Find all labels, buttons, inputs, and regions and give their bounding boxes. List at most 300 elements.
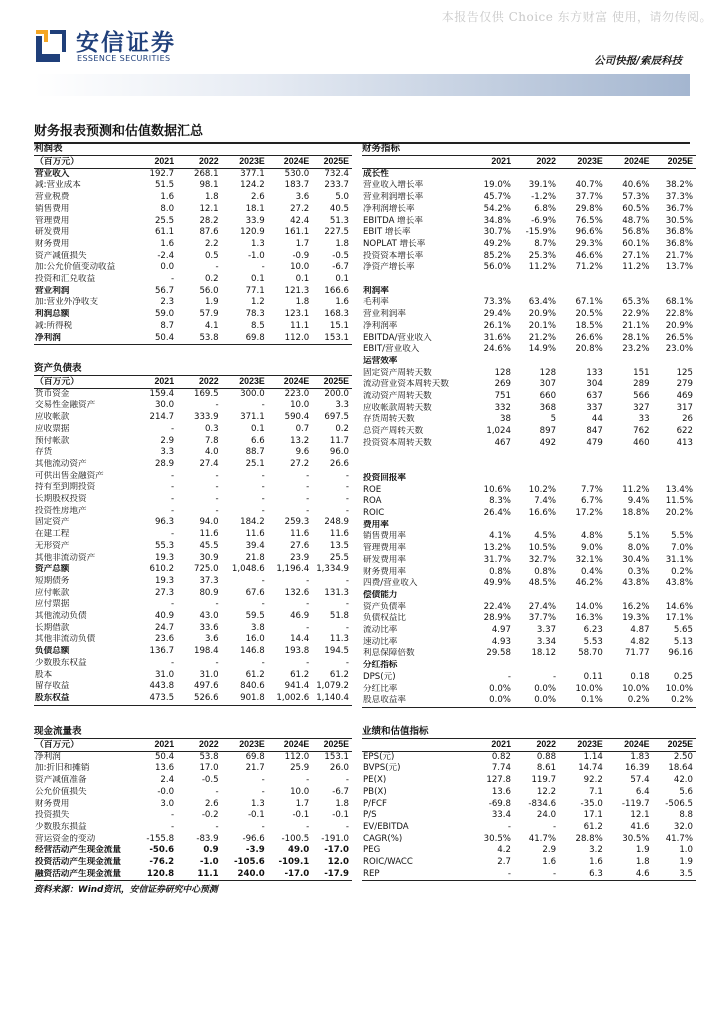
value-cell: 0.3 [204, 423, 219, 434]
value-cell [653, 286, 696, 298]
value-cell: 10.0% [575, 683, 603, 694]
header-year-cell: 2023E [222, 156, 268, 168]
table-row [34, 634, 352, 646]
value-cell: -506.5 [665, 798, 693, 809]
value-cell: - [170, 494, 175, 505]
value-cell: 13.2 [290, 435, 310, 446]
header-unit-cell: （百万元） [34, 376, 133, 388]
value-cell: -35.0 [580, 798, 603, 809]
value-cell: 13.5 [329, 540, 349, 551]
row-label: 总资产周转天数 [363, 426, 424, 437]
value-cell: 49.2% [483, 238, 511, 249]
value-cell: 120.8 [133, 869, 178, 881]
value-cell: 133 [586, 367, 603, 378]
value-cell [606, 660, 653, 672]
value-cell: - [345, 482, 349, 493]
value-cell: 530.0 [284, 168, 310, 179]
row-label: 固定资产周转天数 [363, 367, 432, 378]
value-cell: 2.7 [497, 857, 511, 868]
value-cell: 45.5 [199, 540, 219, 551]
value-cell: 78.3 [245, 309, 265, 320]
row-label: 短期债务 [35, 575, 70, 586]
value-cell: -15.9% [525, 227, 557, 238]
header-year-cell: 2024E [268, 156, 313, 168]
value-cell: 214.7 [149, 412, 175, 423]
header-year-cell: 2021 [466, 156, 514, 168]
row-label: 财务费用 [35, 798, 70, 809]
value-cell: 198.4 [194, 646, 219, 657]
value-cell: 7.1 [589, 786, 603, 797]
value-cell: 22.4% [483, 601, 511, 612]
value-cell [606, 590, 653, 602]
value-cell: - [261, 775, 265, 786]
value-cell: 1.6 [542, 857, 557, 868]
value-cell: 23.0% [665, 344, 693, 355]
cash-flow-section [34, 725, 352, 881]
row-label: 加:公允价值变动收益 [35, 262, 116, 273]
value-cell: - [170, 657, 175, 668]
value-cell: 0.2% [671, 566, 693, 577]
value-cell: 9.0% [580, 543, 603, 554]
value-cell: 50.4 [133, 333, 178, 345]
row-label: REP [362, 869, 466, 881]
row-label: 运营效率 [363, 355, 398, 366]
table-row [34, 681, 352, 693]
value-cell: 21.7% [665, 250, 693, 261]
value-cell [514, 286, 559, 298]
header-year-cell: 2022 [177, 376, 222, 388]
row-label: 流动营业资本周转天数 [363, 379, 449, 390]
table-row [362, 414, 696, 426]
value-cell: 11.6 [329, 529, 349, 540]
value-cell: - [306, 482, 310, 493]
value-cell: 33.4 [491, 810, 511, 821]
cash-flow-table [34, 739, 352, 881]
value-cell: 23.6 [154, 634, 175, 645]
table-row [34, 216, 352, 228]
value-cell: 40.6% [622, 180, 650, 191]
value-cell: 637 [586, 391, 603, 402]
value-cell: 169.5 [194, 388, 219, 399]
value-cell: 30.5% [483, 833, 511, 844]
value-cell: 4.1% [489, 531, 511, 542]
value-cell: - [170, 470, 175, 481]
value-cell: 27.4% [528, 601, 557, 612]
value-cell: 10.0 [290, 262, 310, 273]
value-cell: - [507, 821, 511, 832]
header-unit-cell: （百万元） [34, 156, 133, 168]
header-year-cell: 2021 [133, 156, 178, 168]
table-row [362, 286, 696, 298]
header-year-cell: 2024E [268, 739, 313, 751]
value-cell [514, 473, 559, 485]
row-label: EBITDA/营业收入 [363, 332, 432, 343]
value-cell: 14.6% [665, 601, 693, 612]
value-cell: 28.2 [199, 215, 219, 226]
row-label: 资产负债率 [363, 601, 406, 612]
value-cell [514, 520, 559, 532]
value-cell: 22.8% [665, 309, 693, 320]
value-cell: 0.1% [559, 695, 606, 707]
value-cell: 8.7 [160, 320, 175, 331]
value-cell: 1.8 [335, 798, 349, 809]
value-cell: 4.93 [491, 636, 511, 647]
value-cell: 0.18 [630, 671, 650, 682]
value-cell: 3.5 [653, 869, 696, 881]
value-cell: 269 [494, 379, 511, 390]
value-cell: - [345, 494, 349, 505]
value-cell: 7.74 [491, 763, 511, 774]
row-label: 营业利润率 [363, 309, 406, 320]
table-row [362, 227, 696, 239]
table-row [34, 787, 352, 799]
row-label: 加:营业外净收支 [35, 297, 99, 308]
value-cell: 51.3 [329, 215, 349, 226]
value-cell: 128 [539, 367, 557, 378]
value-cell: 32.7% [528, 554, 557, 565]
value-cell: 25.9 [290, 763, 310, 774]
value-cell: 4.87 [630, 625, 650, 636]
header-year-cell: 2021 [133, 376, 178, 388]
value-cell: 0.2% [653, 695, 696, 707]
table-header-row [362, 739, 696, 751]
value-cell: 127.8 [486, 775, 511, 786]
value-cell: 85.2% [483, 250, 511, 261]
value-cell: 11.2% [622, 484, 650, 495]
table-row [362, 508, 696, 520]
value-cell: 18.5% [575, 320, 603, 331]
value-cell: 660 [539, 391, 557, 402]
table-row [362, 775, 696, 787]
value-cell: - [215, 599, 219, 610]
row-label: 净利润率 [363, 320, 398, 331]
row-label: EBITDA 增长率 [363, 215, 423, 226]
value-cell: 45.7% [483, 192, 511, 203]
value-cell: 2.2 [204, 238, 219, 249]
value-cell: - [345, 505, 349, 516]
value-cell: 27.6 [290, 540, 310, 551]
row-label: 应付票据 [35, 599, 70, 610]
value-cell: - [261, 400, 265, 411]
value-cell: 0.11 [583, 671, 603, 682]
value-cell: 53.8 [199, 751, 219, 762]
value-cell: 2.9 [160, 435, 175, 446]
value-cell: 61.2 [245, 669, 265, 680]
value-cell: 56.0% [483, 262, 511, 273]
value-cell: 622 [676, 426, 693, 437]
row-label: 投资性房地产 [35, 505, 87, 516]
header-band [34, 74, 690, 96]
value-cell: 65.3% [622, 297, 650, 308]
table-row [34, 412, 352, 424]
row-label: 营业税费 [35, 192, 70, 203]
value-cell: - [345, 821, 349, 832]
value-cell: 3.37 [536, 625, 557, 636]
value-cell: 3.34 [536, 636, 557, 647]
row-label: 营业利润增长率 [363, 192, 424, 203]
value-cell: -76.2 [149, 857, 175, 868]
value-cell: -1.0 [247, 250, 265, 261]
row-label: 营运资金的变动 [35, 833, 96, 844]
table-row [362, 274, 696, 286]
value-cell: 151 [633, 367, 650, 378]
table-row [362, 695, 696, 707]
value-cell: - [170, 423, 175, 434]
table-row [34, 459, 352, 471]
table-row [362, 613, 696, 625]
brand-name-cn: 安信证券 [76, 30, 176, 56]
row-label: 研发费用率 [363, 554, 406, 565]
table-row [362, 368, 696, 380]
row-label: 管理费用率 [363, 543, 406, 554]
row-label: 融资活动产生现金流量 [34, 869, 133, 881]
value-cell: 332 [494, 402, 511, 413]
value-cell: 29.8% [575, 203, 603, 214]
value-cell: 40.7% [575, 180, 603, 191]
value-cell: 7.4% [534, 496, 557, 507]
value-cell: 56.8% [622, 227, 650, 238]
value-cell: 0.5 [204, 250, 219, 261]
value-cell [559, 590, 606, 602]
value-cell: 467 [494, 437, 511, 448]
value-cell: - [215, 821, 219, 832]
value-cell: 183.7 [284, 180, 310, 191]
value-cell: 38.2% [665, 180, 693, 191]
value-cell: 98.1 [199, 180, 219, 191]
value-cell: - [261, 262, 265, 273]
table-row [362, 251, 696, 263]
value-cell: - [215, 262, 219, 273]
value-cell: 53.8 [177, 333, 222, 345]
header-year-cell: 2021 [133, 739, 178, 751]
value-cell: 24.0 [536, 810, 557, 821]
table-row [34, 227, 352, 239]
value-cell: 71.77 [624, 648, 650, 659]
value-cell [559, 520, 606, 532]
value-cell: 6.7% [580, 496, 603, 507]
value-cell: 124.2 [240, 180, 265, 191]
row-label: PB(X) [363, 786, 387, 797]
value-cell: 19.3% [622, 613, 650, 624]
value-cell: 1,196.4 [276, 564, 310, 575]
value-cell: 20.1% [528, 320, 557, 331]
value-cell: 192.7 [149, 168, 175, 179]
value-cell: - [345, 622, 349, 633]
value-cell: 368 [539, 402, 557, 413]
row-label: 财务费用 [35, 238, 70, 249]
value-cell: 10.0% [622, 683, 650, 694]
row-label: 其他流动负债 [35, 611, 87, 622]
header-year-cell: 2024E [606, 739, 653, 751]
table-row [362, 426, 696, 438]
table-row [362, 204, 696, 216]
value-cell [653, 274, 696, 286]
value-cell: 37.3% [665, 192, 693, 203]
table-row [34, 447, 352, 459]
table-row [362, 763, 696, 775]
value-cell: 57.3% [622, 192, 650, 203]
row-label: 少数股东权益 [35, 657, 87, 668]
value-cell: 120.9 [240, 227, 265, 238]
table-row [362, 356, 696, 368]
value-cell: - [261, 575, 265, 586]
row-label: 固定资产 [35, 517, 70, 528]
table-row [34, 424, 352, 436]
value-cell: 36.7% [665, 203, 693, 214]
value-cell: 0.9 [203, 845, 219, 856]
table-row [362, 309, 696, 321]
value-cell [606, 168, 653, 180]
value-cell: 54.2% [483, 203, 511, 214]
row-label: P/S [363, 810, 377, 821]
value-cell: 1,002.6 [268, 693, 313, 705]
table-row [362, 297, 696, 309]
value-cell: 732.4 [324, 168, 349, 179]
table-row [362, 625, 696, 637]
row-label: 其他非流动资产 [35, 552, 96, 563]
value-cell: 0.8% [534, 566, 557, 577]
value-cell: 41.6 [630, 821, 650, 832]
value-cell: 18.8% [622, 508, 650, 519]
row-label: 加:折旧和摊销 [35, 763, 90, 774]
value-cell: - [466, 869, 514, 881]
row-label: 资产减值损失 [35, 250, 87, 261]
value-cell [466, 274, 514, 286]
value-cell: 21.8 [245, 552, 265, 563]
value-cell [466, 461, 514, 473]
row-label: 长期借款 [35, 622, 70, 633]
value-cell: 1.6 [589, 857, 603, 868]
row-label: 货币资金 [35, 388, 70, 399]
value-cell: 37.7% [575, 192, 603, 203]
value-cell: 10.0 [290, 786, 310, 797]
value-cell: - [261, 482, 265, 493]
value-cell: 19.3 [154, 552, 175, 563]
value-cell: - [261, 599, 265, 610]
value-cell: 7.0% [671, 543, 693, 554]
value-cell: 0.1 [251, 423, 265, 434]
value-cell: 4.82 [630, 636, 650, 647]
value-cell: 15.1 [329, 320, 349, 331]
value-cell: 39.4 [245, 540, 265, 551]
table-row [34, 869, 352, 881]
table-row [34, 775, 352, 787]
value-cell: 32.1% [575, 554, 603, 565]
value-cell: 840.6 [240, 681, 265, 692]
value-cell: 61.2 [290, 669, 310, 680]
row-label: 持有至到期投资 [35, 482, 96, 493]
row-label: 投资资本周转天数 [363, 437, 432, 448]
header-year-cell: 2025E [312, 376, 352, 388]
table-row [34, 333, 352, 345]
value-cell: 0.1 [295, 274, 310, 285]
value-cell: 58.70 [578, 648, 603, 659]
row-label: 毛利率 [363, 297, 389, 308]
value-cell: 26.4% [483, 508, 511, 519]
brand-name-en: ESSENCE SECURITIES [77, 54, 171, 63]
header-year-cell: 2021 [466, 739, 514, 751]
table-row [34, 471, 352, 483]
table-row [34, 541, 352, 553]
value-cell: 27.3 [154, 587, 175, 598]
row-label: 销售费用 [35, 203, 70, 214]
value-cell [466, 286, 514, 298]
table-row [34, 309, 352, 321]
value-cell: 11.6 [290, 529, 310, 540]
value-cell: 14.0% [575, 601, 603, 612]
value-cell: 43.8% [622, 578, 650, 589]
value-cell: 18.1 [245, 203, 265, 214]
value-cell: - [306, 599, 310, 610]
row-label: 速动比率 [363, 636, 398, 647]
value-cell: 2.50 [673, 751, 693, 762]
value-cell: -17.9 [312, 869, 352, 881]
value-cell: 29.3% [575, 238, 603, 249]
value-cell: 25.3% [528, 250, 557, 261]
value-cell: 59.5 [245, 611, 265, 622]
value-cell: -96.6 [242, 833, 265, 844]
value-cell: 1.3 [251, 798, 265, 809]
value-cell: 43.0 [199, 611, 219, 622]
table-row [362, 438, 696, 450]
value-cell: - [170, 599, 175, 610]
value-cell: -0.1 [247, 810, 265, 821]
value-cell: 25.5 [154, 215, 175, 226]
value-cell: 166.6 [324, 285, 349, 296]
row-label: 成长性 [363, 168, 389, 179]
value-cell: 11.6 [245, 529, 265, 540]
row-label: EBIT/营业收入 [363, 344, 420, 355]
table-row [34, 239, 352, 251]
value-cell: 31.1% [665, 554, 693, 565]
value-cell: 14.74 [578, 763, 603, 774]
value-cell: 112.0 [284, 751, 310, 762]
value-cell: 153.1 [312, 333, 352, 345]
row-label: 少数股东损益 [35, 821, 87, 832]
value-cell: -0.1 [292, 810, 310, 821]
value-cell: 11.1 [177, 869, 222, 881]
value-cell: 0.0% [534, 683, 557, 694]
value-cell: 13.6 [491, 786, 511, 797]
value-cell [514, 461, 559, 473]
row-label: 净利润增长率 [363, 203, 415, 214]
table-row [34, 553, 352, 565]
value-cell: 566 [633, 391, 650, 402]
table-row [362, 496, 696, 508]
value-cell: 131.3 [324, 587, 349, 598]
value-cell: 77.1 [245, 285, 265, 296]
value-cell: - [261, 821, 265, 832]
table-row [362, 672, 696, 684]
value-cell: 12.0 [327, 857, 349, 868]
value-cell: 610.2 [149, 564, 175, 575]
table-row [34, 810, 352, 822]
value-cell: - [306, 657, 310, 668]
value-cell: 14.9% [528, 344, 557, 355]
table-row [34, 506, 352, 518]
value-cell: 5.6 [679, 786, 693, 797]
value-cell: -1.0 [199, 857, 219, 868]
value-cell: 28.9 [154, 458, 175, 469]
value-cell: 25.5 [329, 552, 349, 563]
value-cell [514, 590, 559, 602]
row-label: ROA [363, 496, 382, 507]
value-cell: 20.8% [575, 344, 603, 355]
value-cell [653, 473, 696, 485]
row-label: BVPS(元) [363, 763, 401, 774]
value-cell: 1.83 [630, 751, 650, 762]
value-cell: 12.1 [199, 203, 219, 214]
